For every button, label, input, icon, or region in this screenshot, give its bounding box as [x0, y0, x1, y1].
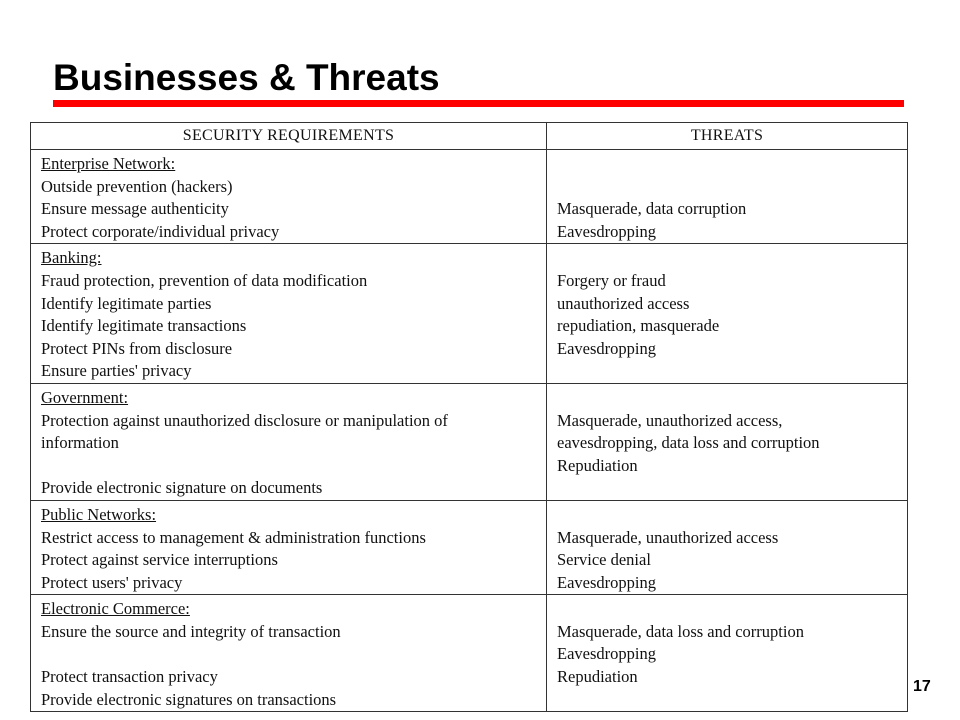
threat-line: Eavesdropping — [557, 338, 656, 358]
threat-line: eavesdropping, data loss and corruption — [557, 433, 820, 453]
requirement-line: Ensure the source and integrity of transaction — [41, 621, 341, 641]
requirement-line: information — [41, 433, 119, 453]
threat-line: Eavesdropping — [557, 572, 656, 592]
threat-line — [557, 176, 897, 199]
threat-line: Service denial — [557, 550, 651, 570]
requirement-line: Protect corporate/individual privacy — [41, 221, 280, 241]
category-label: Government: — [41, 387, 129, 407]
table-row — [31, 595, 908, 712]
requirements-cell — [31, 595, 547, 712]
threat-line: Repudiation — [557, 455, 638, 475]
threat-spacer — [557, 247, 897, 270]
table-body — [31, 150, 908, 712]
security-threats-table-wrapper — [30, 122, 907, 709]
requirement-line: Protect against service interruptions — [41, 550, 278, 570]
threat-spacer — [557, 504, 897, 527]
requirements-cell — [31, 383, 547, 500]
threats-cell — [547, 383, 908, 500]
page-number: 17 — [913, 678, 931, 695]
requirement-line: Ensure parties' privacy — [41, 361, 192, 381]
requirement-line: Restrict access to management & administration functions — [41, 527, 426, 547]
table-header-row — [31, 123, 908, 150]
threat-line: Repudiation — [557, 667, 638, 687]
requirement-line — [41, 455, 536, 478]
requirements-cell — [31, 244, 547, 384]
title-underline — [53, 100, 904, 107]
threat-line: Masquerade, data corruption — [557, 199, 747, 219]
requirement-line: Identify legitimate transactions — [41, 316, 247, 336]
category-label: Enterprise Network: — [41, 154, 176, 173]
threats-cell — [547, 244, 908, 384]
requirement-line: Protection against unauthorized disclosure or manipulation of — [41, 410, 448, 430]
category-label: Public Networks: — [41, 504, 157, 524]
requirement-line: Ensure message authenticity — [41, 199, 229, 219]
threat-spacer — [557, 598, 897, 621]
requirement-line: Protect transaction privacy — [41, 667, 218, 687]
table-row — [31, 383, 908, 500]
requirement-line: Provide electronic signatures on transactions — [41, 689, 337, 709]
header-threats: THREATS — [547, 123, 908, 150]
table-row — [31, 150, 908, 244]
requirement-line: Protect PINs from disclosure — [41, 338, 233, 358]
threat-line: Eavesdropping — [557, 221, 656, 241]
threat-line: Masquerade, unauthorized access, — [557, 410, 783, 430]
threat-spacer — [557, 387, 897, 410]
slide-title: Businesses & Threats — [53, 57, 440, 98]
table-row — [31, 244, 908, 384]
requirement-line — [41, 643, 536, 666]
threat-line: Masquerade, unauthorized access — [557, 527, 779, 547]
threats-cell — [547, 150, 908, 244]
requirement-line: Fraud protection, prevention of data modification — [41, 270, 368, 290]
threat-line: Masquerade, data loss and corruption — [557, 621, 804, 641]
requirements-cell — [31, 150, 547, 244]
threat-line: unauthorized access — [557, 293, 690, 313]
threat-line: Eavesdropping — [557, 644, 656, 664]
requirement-line: Identify legitimate parties — [41, 293, 212, 313]
threat-spacer — [557, 153, 897, 176]
requirement-line: Outside prevention (hackers) — [41, 176, 233, 196]
category-label: Banking: — [41, 248, 102, 268]
requirement-line: Protect users' privacy — [41, 572, 183, 592]
requirements-cell — [31, 500, 547, 594]
threats-cell — [547, 500, 908, 594]
table-row — [31, 500, 908, 594]
threats-cell — [547, 595, 908, 712]
requirement-line: Provide electronic signature on documents — [41, 478, 323, 498]
category-label: Electronic Commerce: — [41, 599, 190, 619]
threat-line: Forgery or fraud — [557, 270, 666, 290]
threat-line: repudiation, masquerade — [557, 316, 720, 336]
security-threats-table — [30, 122, 908, 712]
header-security-requirements: SECURITY REQUIREMENTS — [31, 123, 547, 150]
